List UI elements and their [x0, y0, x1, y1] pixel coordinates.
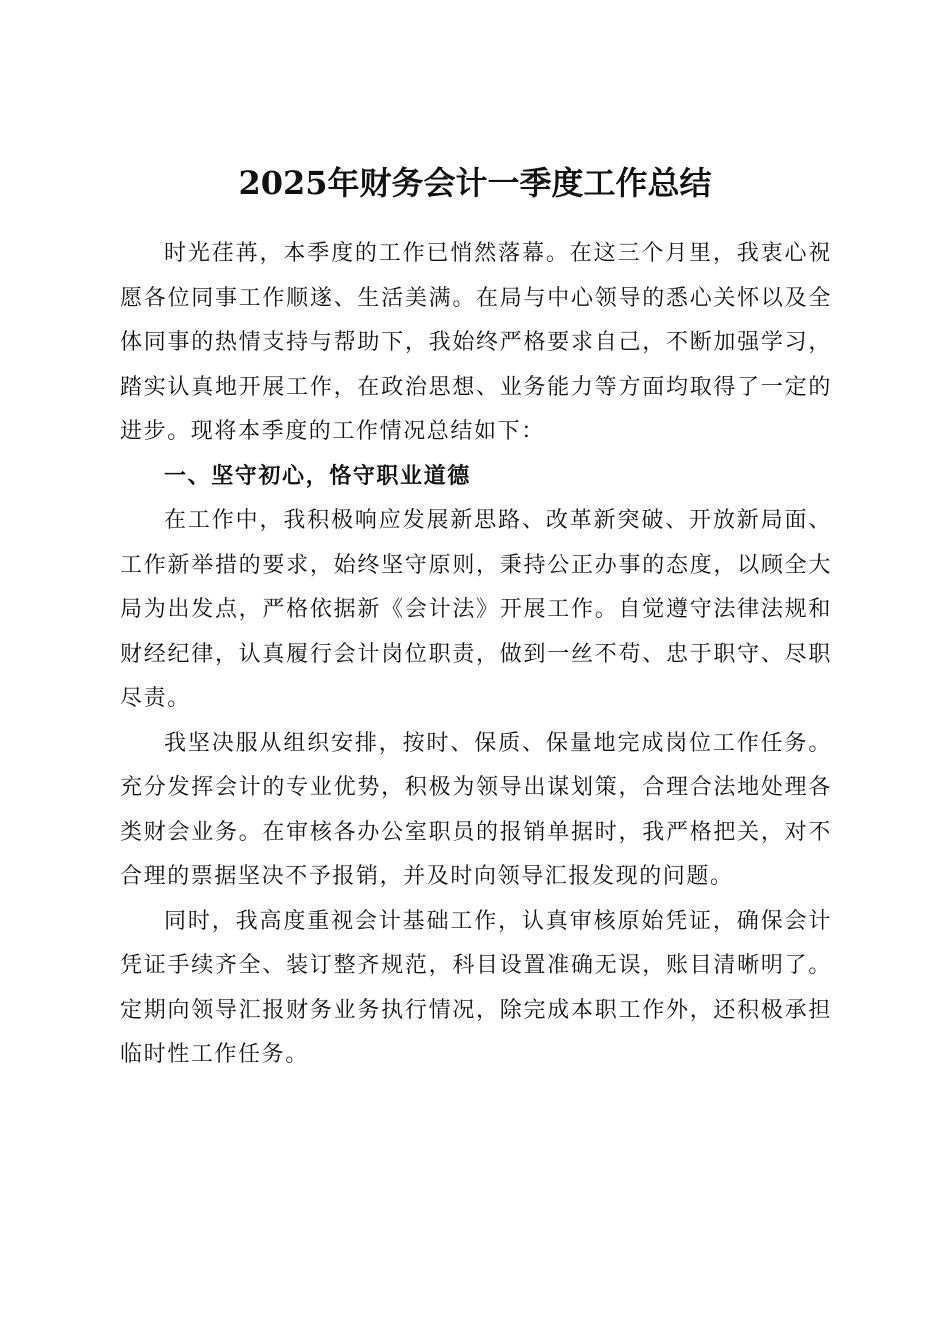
- intro-paragraph: 时光荏苒，本季度的工作已悄然落幕。在这三个月里，我衷心祝愿各位同事工作顺遂、生活美满。在局与中心领导的悉心关怀以及全体同事的热情支持与帮助下，我始终严格要求自己，不断加强学习，踏实认真地开展工作，在政治思想、业务能力等方面均取得了一定的进步。现将本季度的工作情况总结如下：: [120, 241, 832, 444]
- section-paragraph-2: 我坚决服从组织安排，按时、保质、保量地完成岗位工作任务。充分发挥会计的专业优势，积极为领导出谋划策，合理合法地处理各类财会业务。在审核各办公室职员的报销单据时，我严格把关，对不合理的票据坚决不予报销，并及时向领导汇报发现的问题。: [120, 730, 832, 889]
- section-paragraph-3: 同时，我高度重视会计基础工作，认真审核原始凭证，确保会计凭证手续齐全、装订整齐规范，科目设置准确无误，账目清晰明了。定期向领导汇报财务业务执行情况，除完成本职工作外，还积极承担临时性工作任务。: [120, 908, 832, 1067]
- document-title: 2025年财务会计一季度工作总结: [238, 164, 712, 203]
- section-paragraph-1: 在工作中，我积极响应发展新思路、改革新突破、开放新局面、工作新举措的要求，始终坚守原则，秉持公正办事的态度，以顾全大局为出发点，严格依据新《会计法》开展工作。自觉遵守法律法规和财经纪律，认真履行会计岗位职责，做到一丝不苟、忠于职守、尽职尽责。: [120, 508, 832, 711]
- document-body: [120, 232, 832, 1078]
- section-heading: 一、坚守初心，恪守职业道德: [164, 463, 471, 489]
